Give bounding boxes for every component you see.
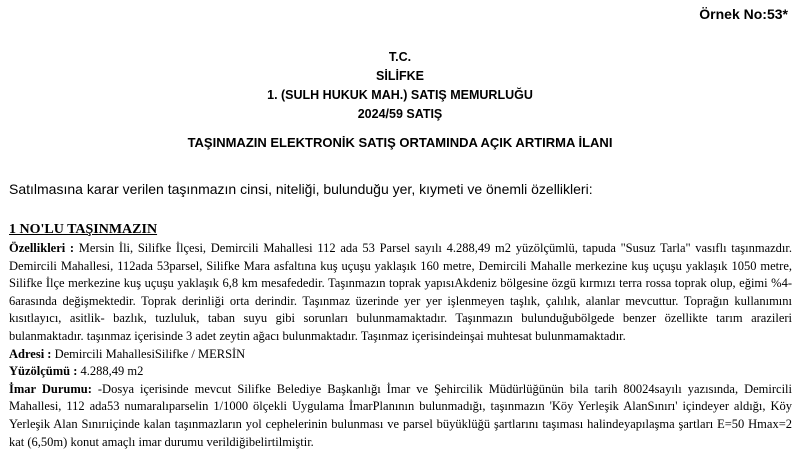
- adres-paragraph: [9, 346, 792, 364]
- header-office: 1. (SULH HUKUK MAH.) SATIŞ MEMURLUĞU: [267, 88, 533, 102]
- imar-paragraph: [9, 381, 792, 451]
- header-tc: T.C.: [388, 50, 412, 64]
- section-body: [9, 240, 792, 451]
- section-title: 1 NO'LU TAŞINMAZIN: [9, 222, 158, 237]
- ornek-number: Örnek No:53*: [699, 6, 788, 22]
- header-file-number: 2024/59 SATIŞ: [357, 107, 443, 121]
- yuzolcumu-label: Yüzölçümü :: [9, 364, 78, 379]
- ozellikler-text: Mersin İli, Silifke İlçesi, Demircili Mahallesi 112 ada 53 Parsel sayılı 4.288,49 m2 yüzölçümlü, tapuda "Susuz Tarla" vasıflı taşınmazdır. Demircili Mahallesi, 112ada 53parsel, Silifke Mara asfaltına kuş uçuşu yaklaşık 160 metre, Demircili Mahalle merkezine kuş uçuşu yaklaşık 1050 metre, Silifke İlçe merkezine kuş uçuşu yaklaşık 6,8 km mesafededir. Taşınmazın toprak yapısıAkdeniz bölgesine özgü kırmızı terra rossa toprak olup, eğimi %4-6arasında değişmektedir. Toprak derinliği orta derindir. Taşınmaz üzerinde yer yer işlenmeyen taşlık, çalılık, alanlar mevcuttur. Toprağın kullanımını kısıtlayıcı, asitlik- bazlık, tuzluluk, taban suyu gibi sorunları bulunmamaktadır. Taşınmazın bulunduğubölgede benzer özellikte tarım arazileri bulanmaktadır. taşınmaz içerisinde 3 adet zeytin ağacı bulunmaktadır. Taşınmaz içerisindeinşai muhtesat bulunmamaktadır.: [9, 241, 792, 343]
- ozellikler-paragraph: [9, 240, 792, 346]
- header-city: SİLİFKE: [376, 69, 424, 83]
- intro-text: Satılmasına karar verilen taşınmazın cinsi, niteliği, bulunduğu yer, kıymeti ve önemli özellikleri:: [9, 181, 593, 197]
- yuzolcumu-text: 4.288,49 m2: [77, 364, 144, 379]
- yuzolcumu-paragraph: [9, 363, 792, 381]
- adres-text: Demircili MahallesiSilifke / MERSİN: [51, 346, 246, 361]
- adres-label: Adresi :: [9, 346, 52, 361]
- ozellikler-label: Özellikleri :: [9, 241, 75, 255]
- imar-label: İmar Durumu:: [9, 381, 92, 396]
- imar-text: -Dosya içerisinde mevcut Silifke Belediye Başkanlığı İmar ve Şehircilik Müdürlüğünün bila tarih 80024sayılı yazısında, Demircili Mahallesi, 112 ada53 numaralıparselin 1/1000 ölçekli Uygulama İmarPlanının bulunmadığı, taşınmazın 'Köy Yerleşik AlanSınırı' içindeyer aldığı, Köy Yerleşik Alan Sınırıiçinde kalan taşınmazların yol cephelerinin bulunması ve parsel büyüklüğü şartlarını taşıması halindeyapılaşma şartları E=50 Hmax=2 kat (6,50m) konut amaçlı imar durumu verildiğibelirtilmiştir.: [9, 381, 792, 449]
- document-title: TAŞINMAZIN ELEKTRONİK SATIŞ ORTAMINDA AÇIK ARTIRMA İLANI: [187, 135, 613, 150]
